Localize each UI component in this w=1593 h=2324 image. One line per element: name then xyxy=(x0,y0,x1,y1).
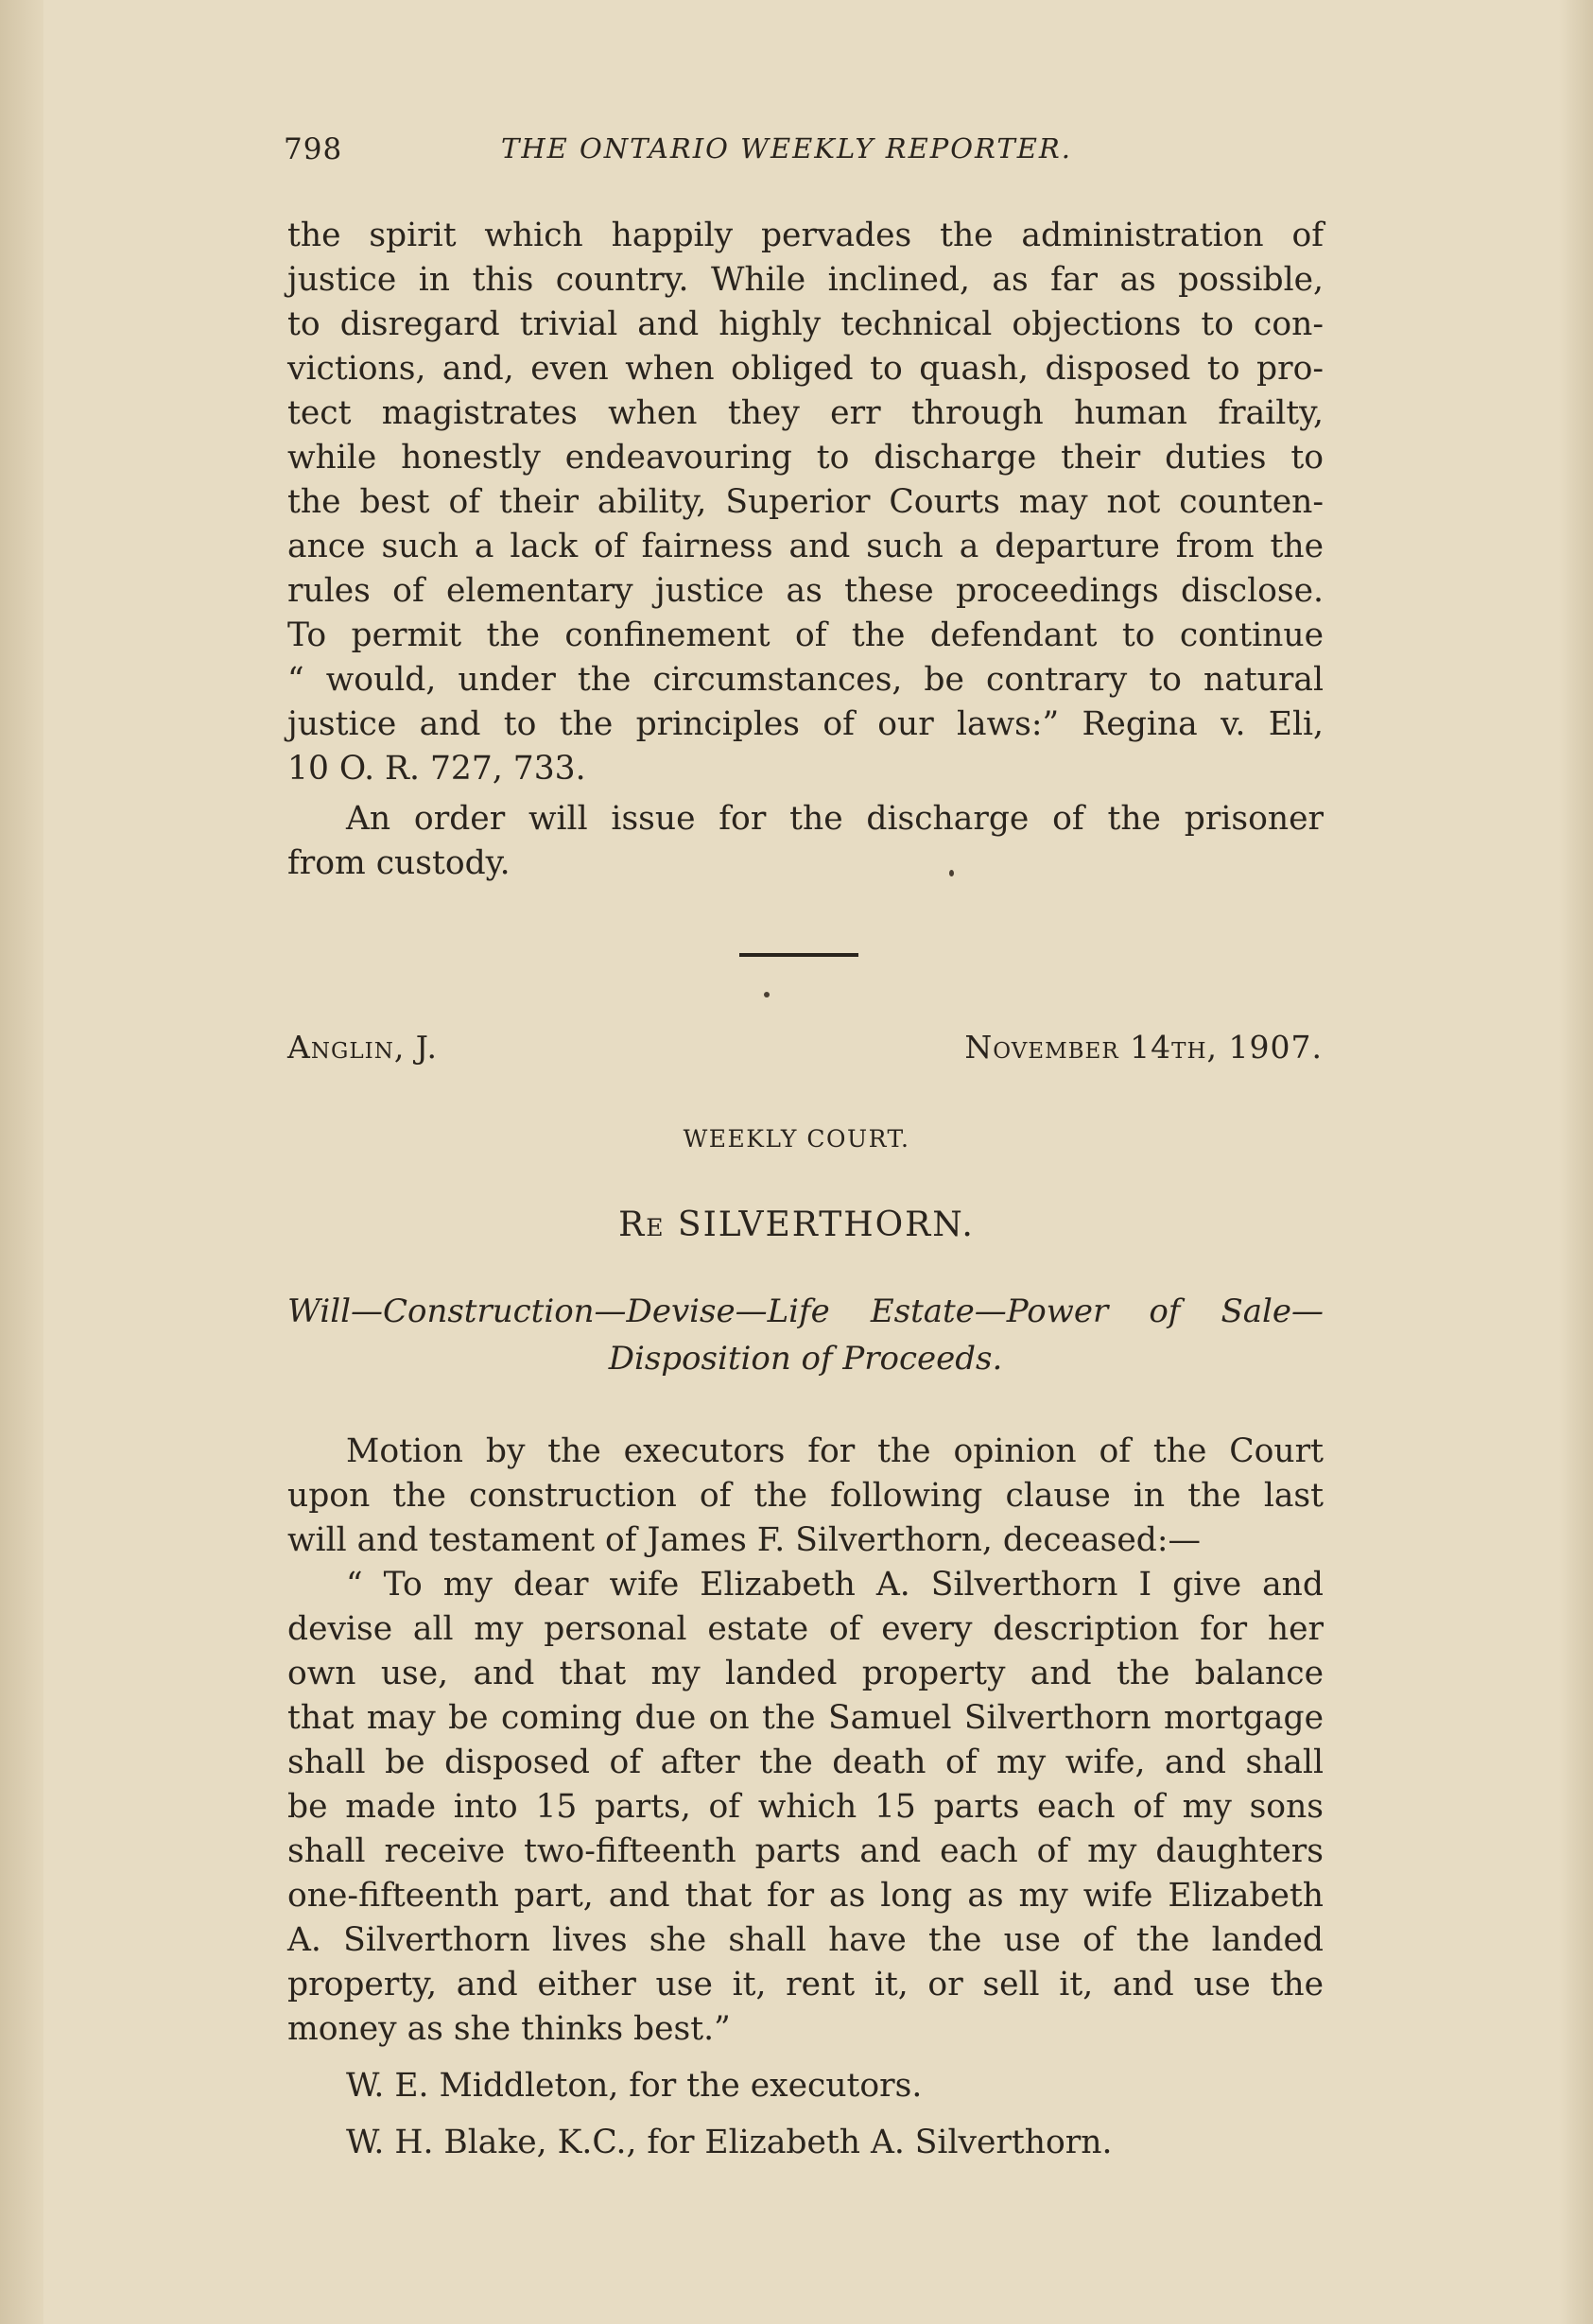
text-line: from custody. xyxy=(287,844,511,882)
text-line: justice in this country. While inclined, as far as possible, xyxy=(287,261,1324,299)
page-number: 798 xyxy=(284,132,343,166)
page-gutter-shadow xyxy=(0,0,43,2324)
text-line: Motion by the executors for the opinion of the Court xyxy=(346,1432,1324,1470)
text-line: An order will issue for the discharge of the prisoner xyxy=(346,800,1324,838)
opening-paragraph xyxy=(287,214,1324,791)
text-line: money as she thinks best.” xyxy=(287,2010,731,2048)
text-line: victions, and, even when obliged to quash, disposed to pro- xyxy=(287,350,1324,388)
text-line: “ would, under the circumstances, be contrary to natural xyxy=(287,661,1324,699)
text-line: 10 O. R. 727, 733. xyxy=(287,750,586,788)
judge-name: Anglin, J. xyxy=(287,1029,438,1066)
text-line: to disregard trivial and highly technical objections to con- xyxy=(287,305,1324,343)
text-line: be made into 15 parts, of which 15 parts each of my sons xyxy=(287,1788,1324,1826)
text-line: ance such a lack of fairness and such a departure from the xyxy=(287,528,1324,565)
text-line: To permit the confinement of the defendant to continue xyxy=(287,616,1324,654)
headnote-line: Disposition of Proceeds. xyxy=(608,1340,1003,1378)
text-line: A. Silverthorn lives she shall have the use of the landed xyxy=(287,1921,1324,1959)
text-line: rules of elementary justice as these proceedings disclose. xyxy=(287,572,1324,610)
headnote xyxy=(287,1288,1324,1382)
ink-speck xyxy=(764,992,770,997)
motion-paragraph xyxy=(287,1430,1324,1563)
case-title: Re SILVERTHORN. xyxy=(618,1205,975,1244)
ink-speck xyxy=(949,870,954,876)
text-line: shall receive two-fifteenth parts and each of my daughters xyxy=(287,1832,1324,1870)
text-line: “ To my dear wife Elizabeth A. Silverthorn I give and xyxy=(346,1566,1324,1604)
order-paragraph xyxy=(287,797,1324,886)
counsel-line: W. H. Blake, K.C., for Elizabeth A. Silverthorn. xyxy=(346,2124,1113,2161)
journal-title: THE ONTARIO WEEKLY REPORTER. xyxy=(501,132,1072,165)
text-line: upon the construction of the following clause in the last xyxy=(287,1477,1324,1515)
text-line: devise all my personal estate of every description for her xyxy=(287,1610,1324,1648)
running-head xyxy=(284,132,1324,180)
will-clause-paragraph xyxy=(287,1563,1324,2052)
headnote-line: Will—Construction—Devise—Life Estate—Power of Sale— xyxy=(287,1292,1324,1330)
decision-date: November 14th, 1907. xyxy=(964,1029,1323,1066)
text-line: own use, and that my landed property and the balance xyxy=(287,1655,1324,1692)
section-divider xyxy=(739,953,858,957)
text-line: shall be disposed of after the death of my wife, and shall xyxy=(287,1743,1324,1781)
text-line: that may be coming due on the Samuel Silverthorn mortgage xyxy=(287,1699,1324,1737)
text-line: will and testament of James F. Silverthorn, deceased:— xyxy=(287,1521,1201,1559)
text-line: while honestly endeavouring to discharge their duties to xyxy=(287,439,1324,477)
court-name: WEEKLY COURT. xyxy=(683,1125,910,1153)
text-line: the best of their ability, Superior Courts may not counten- xyxy=(287,483,1324,521)
counsel-line: W. E. Middleton, for the executors. xyxy=(346,2067,923,2105)
text-line: one-fifteenth part, and that for as long as my wife Elizabeth xyxy=(287,1877,1324,1915)
text-line: property, and either use it, rent it, or sell it, and use the xyxy=(287,1966,1324,2003)
text-line: the spirit which happily pervades the administration of xyxy=(287,217,1324,254)
text-line: tect magistrates when they err through human frailty, xyxy=(287,394,1324,432)
page-edge-shadow xyxy=(1559,0,1593,2324)
text-line: justice and to the principles of our laws:” Regina v. Eli, xyxy=(287,705,1324,743)
